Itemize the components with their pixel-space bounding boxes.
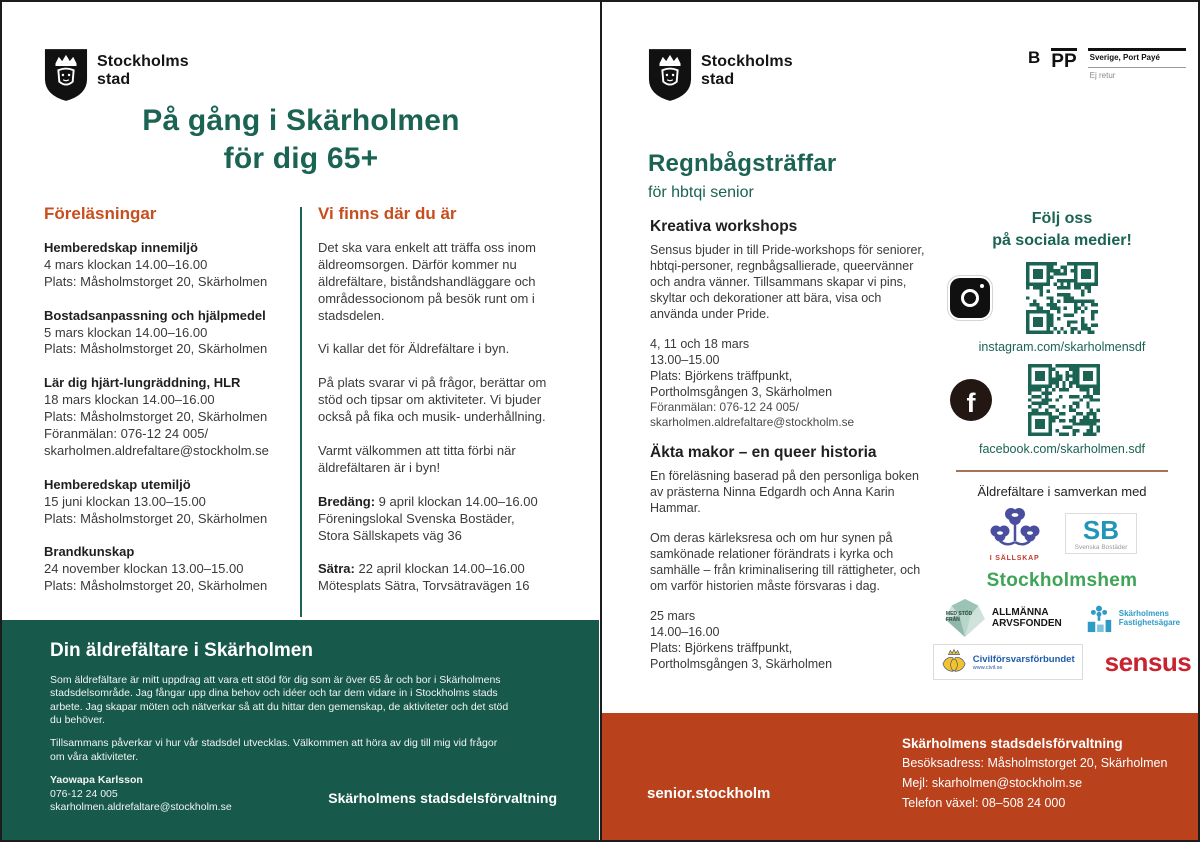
- lectures-column: [44, 204, 294, 612]
- stockholm-stad-logo: [44, 48, 189, 102]
- contact-phone: 076-12 24 005: [50, 787, 118, 800]
- partner-logo-civilforsvarsforbundet: Civilförsvarsförbundet www.civil.se: [933, 644, 1083, 680]
- instagram-qr-code: [1026, 262, 1098, 334]
- rainbow-title: Regnbågsträffar: [648, 150, 837, 177]
- lecture-event: Lär dig hjärt-lungräddning, HLR 18 mars klockan 14.00–16.00 Plats: Måsholmstorget 20, Skärholmen Föranmälan: 076-12 24 005/ skarholmen.aldrefaltare@stockholm.se: [44, 375, 294, 459]
- organization-name: Skärholmens stadsdelsförvaltning: [902, 736, 1123, 751]
- i-sallskap-flowers-icon: [987, 505, 1043, 549]
- postage-pp-mark: PP: [1051, 48, 1076, 72]
- partners-row-3: [936, 644, 1192, 680]
- fastighetsagare-tree-icon: [1084, 603, 1114, 633]
- partners-row-1: [936, 505, 1188, 562]
- postage-mark: [1028, 48, 1186, 80]
- page-fold-divider: [600, 2, 602, 842]
- senior-stockholm-link[interactable]: senior.stockholm: [647, 785, 771, 802]
- green-footer: [2, 620, 599, 842]
- outreach-paragraph: På plats svarar vi på frågor, berättar om stöd och tipsar om aktiviteter. Vi bjuder också på fika och musik- underhållning.: [318, 375, 547, 425]
- instagram-row: [950, 262, 1188, 334]
- lecture-heading: Äkta makor – en queer historia: [650, 443, 877, 461]
- workshops-body: Sensus bjuder in till Pride-workshops för seniorer, hbtqi-personer, regnbågsallierade, queervänner och andra vänner. Tillsammans skapar vi pins, skyltar och dekorationer att bära, visa och använda under Pride.: [650, 243, 925, 321]
- column-divider: [300, 207, 302, 617]
- lecture-event: Brandkunskap 24 november klockan 13.00–15.00 Plats: Måsholmstorget 20, Skärholmen: [44, 544, 268, 594]
- lecture-body: En föreläsning baserad på den personliga boken av prästerna Ninna Edgardh och Anna Karin Hammar.: [650, 468, 919, 515]
- facebook-qr-code: [1028, 364, 1100, 436]
- lecture-body: Om deras kärleksresa och om hur synen på samkönade relationer förändrats i kyrka och samhälle – från kriminalisering till rättigheter, och om varför historien måste försvaras i dag.: [650, 530, 921, 593]
- stockholm-stad-crest-icon: [648, 48, 692, 102]
- stockholm-stad-crest-icon: [44, 48, 88, 102]
- partner-logo-sensus: sensus: [1104, 646, 1192, 677]
- rainbow-main-column: [650, 218, 928, 686]
- postage-b-mark: B: [1028, 48, 1041, 67]
- sidebar-divider: [956, 470, 1168, 472]
- lecture-details: 25 mars 14.00–16.00 Plats: Björkens träffpunkt, Portholmsgången 3, Skärholmen: [650, 608, 833, 671]
- outreach-paragraph: Vi kallar det för Äldrefältare i byn.: [318, 341, 510, 357]
- organization-name: Skärholmens stadsdelsförvaltning: [328, 790, 557, 806]
- lecture-event: Bostadsanpassning och hjälpmedel 5 mars klockan 14.00–16.00 Plats: Måsholmstorget 20, Skärholmen: [44, 307, 268, 357]
- contact-name: Yaowapa Karlsson: [50, 773, 143, 786]
- green-footer-paragraph: Som äldrefältare är mitt uppdrag att vara ett stöd för dig som är över 65 år och bor i Skärholmens stadsdelsområde. Jag fångar upp dina behov och idéer och tar dem vidare in i Stockholms stads arbete. Jag skapar möten och nätverkar så att du hittar den gemenskap, de aktiviteter och det stöd du behöver.: [50, 674, 509, 726]
- outreach-paragraph: Det ska vara enkelt att träffa oss inom äldreomsorgen. Därför kommer nu äldrefältare, biståndshandläggare och områdessocionom på besök runt om i stadsdelen.: [318, 240, 536, 323]
- outreach-column: [318, 204, 570, 612]
- instagram-icon: [950, 278, 990, 318]
- civilforsvar-emblem-icon: [941, 647, 967, 677]
- contact-email[interactable]: skarholmen.aldrefaltare@stockholm.se: [650, 414, 855, 429]
- stockholm-stad-logo: [648, 48, 793, 102]
- social-heading: Följ oss på sociala medier!: [992, 210, 1132, 250]
- lecture-event: Hemberedskap utemiljö 15 juni klockan 13.00–15.00 Plats: Måsholmstorget 20, Skärholmen: [44, 476, 268, 526]
- green-footer-paragraph: Tillsammans påverkar vi hur vår stadsdel utvecklas. Välkommen att höra av dig till mig vid frågor om våra aktiviteter.: [50, 737, 498, 763]
- page-title: På gång i Skärholmen för dig 65+: [142, 104, 460, 176]
- logo-wordmark: Stockholms stad: [97, 53, 189, 88]
- partner-logo-svenska-bostader: SB Svenska Bostäder: [1065, 513, 1138, 554]
- lectures-heading: Föreläsningar: [44, 204, 157, 223]
- facebook-row: [950, 364, 1188, 436]
- partner-logo-i-sallskap: I SÄLLSKAP: [987, 505, 1043, 562]
- partner-logo-skarholmens-fastighetsagare: Skärholmens Fastighetsägare: [1084, 603, 1180, 633]
- outreach-paragraph: Varmt välkommen att titta förbi när äldrefältaren är i byn!: [318, 443, 516, 475]
- logo-wordmark: Stockholms stad: [701, 53, 793, 88]
- instagram-url[interactable]: instagram.com/skarholmensdf: [978, 340, 1146, 355]
- contact-email[interactable]: skarholmen.aldrefaltare@stockholm.se: [50, 801, 232, 814]
- green-footer-heading: Din äldrefältare i Skärholmen: [50, 640, 313, 661]
- partners-row-2: [936, 598, 1188, 638]
- outreach-heading: Vi finns där du är: [318, 204, 457, 223]
- postage-label-block: Sverige, Port Payé Ej retur: [1088, 48, 1186, 80]
- workshops-heading: Kreativa workshops: [650, 218, 798, 235]
- partner-logo-stockholmshem: Stockholmshem: [986, 570, 1138, 592]
- contact-phone: Telefon växel: 08–508 24 000: [902, 795, 1066, 810]
- visit-satra: Sätra: 22 april klockan 14.00–16.00 Mötesplats Sätra, Torvsätravägen 16: [318, 561, 530, 594]
- rainbow-subtitle: för hbtqi senior: [648, 184, 754, 201]
- workshops-details: 4, 11 och 18 mars 13.00–15.00 Plats: Björkens träffpunkt, Portholmsgången 3, Skärholmen Föranmälan: 076-12 24 005/ skarholmen.aldrefaltare@stockholm.se: [650, 336, 928, 430]
- partners-heading: Äldrefältare i samverkan med: [977, 484, 1147, 500]
- contact-email[interactable]: skarholmen.aldrefaltare@stockholm.se: [44, 442, 269, 458]
- visit-address: Besöksadress: Måsholmstorget 20, Skärholmen: [902, 756, 1168, 771]
- social-sidebar: [936, 208, 1192, 680]
- contact-email[interactable]: Mejl: skarholmen@stockholm.se: [902, 776, 1083, 791]
- facebook-icon: [950, 379, 992, 421]
- partner-logo-allmanna-arvsfonden: MED STÖD FRÅN ALLMÄNNA ARVSFONDEN: [944, 598, 1062, 638]
- orange-footer: [602, 713, 1200, 842]
- facebook-url[interactable]: facebook.com/skarholmen.sdf: [978, 442, 1146, 457]
- footer-contact-block: [902, 733, 1167, 814]
- lecture-event: Hemberedskap innemiljö 4 mars klockan 14.00–16.00 Plats: Måsholmstorget 20, Skärholmen: [44, 240, 268, 289]
- visit-bredang: Bredäng: 9 april klockan 14.00–16.00 Föreningslokal Svenska Bostäder, Stora Sällskapets väg 36: [318, 493, 538, 543]
